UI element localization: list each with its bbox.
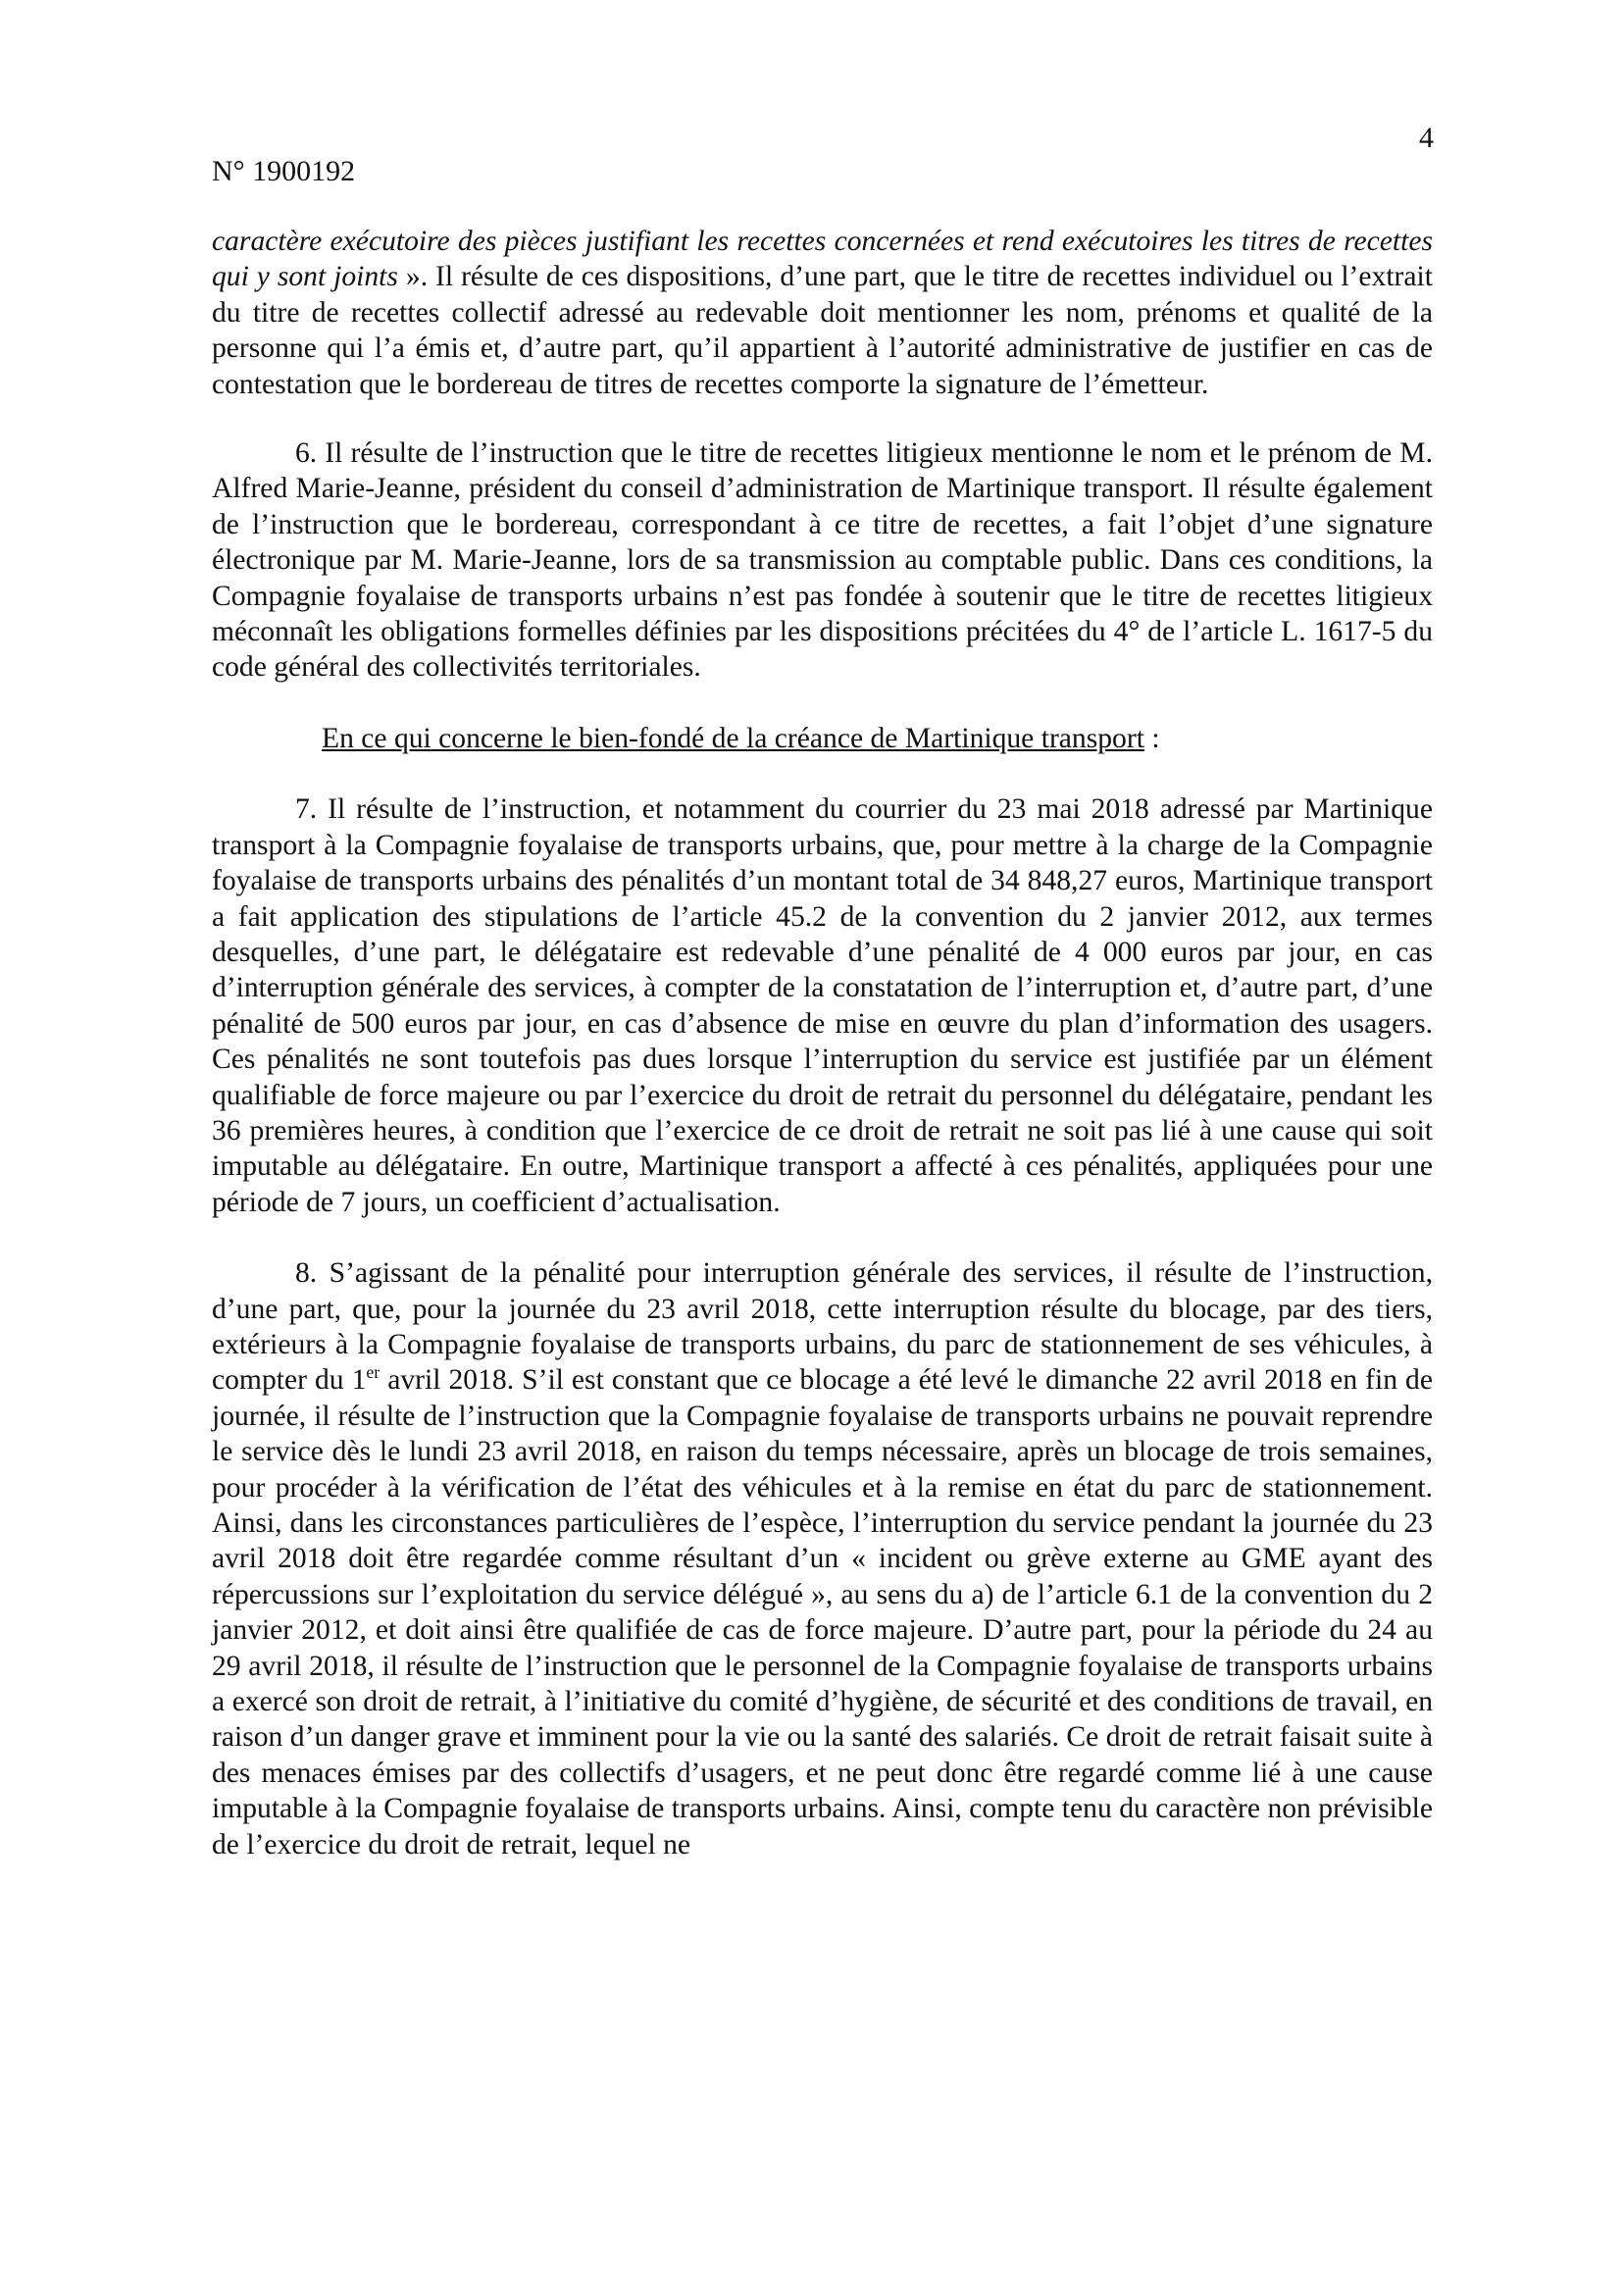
case-number: N° 1900192	[212, 155, 356, 187]
paragraph-8	[212, 1255, 1433, 1862]
section-heading-text: En ce qui concerne le bien-fondé de la créance de Martinique transport	[322, 722, 1144, 754]
paragraph-8-part1: 8. S’agissant de la pénalité pour interruption générale des services, il résulte de l’instruction, d’une part, que, pour la journée du 23 avril 2018, cette interruption résulte du blocage, par des tiers, extérieurs à la Compagnie foyalaise de transports urbains, du parc de stationnement de ses véhicules, à compter du 1	[212, 1257, 1433, 1397]
superscript-er: er	[366, 1362, 381, 1383]
paragraph-7: 7. Il résulte de l’instruction, et notamment du courrier du 23 mai 2018 adressé par Martinique transport à la Compagnie foyalaise de transports urbains, que, pour mettre à la charge de la Compagnie foyalaise de transports urbains des pénalités d’un montant total de 34 848,27 euros, Martinique transport a fait application des stipulations de l’article 45.2 de la convention du 2 janvier 2012, aux termes desquelles, d’une part, le délégataire est redevable d’une pénalité de 4 000 euros par jour, en cas d’interruption générale des services, à compter de la constatation de l’interruption et, d’autre part, d’une pénalité de 500 euros par jour, en cas d’absence de mise en œuvre du plan d’information des usagers. Ces pénalités ne sont toutefois pas dues lorsque l’interruption du service est justifiée par un élément qualifiable de force majeure ou par l’exercice du droit de retrait du personnel du délégataire, pendant les 36 premières heures, à condition que l’exercice de ce droit de retrait ne soit pas lié à une cause qui soit imputable au délégataire. En outre, Martinique transport a affecté à ces pénalités, appliquées pour une période de 7 jours, un coefficient d’actualisation.	[212, 793, 1433, 1218]
section-heading	[212, 721, 1433, 756]
italic-quote: caractère exécutoire des pièces justifiant les recettes concernées et rend exécutoires les titres de recettes qui y sont joints	[212, 226, 1433, 293]
paragraph-continuation-text: ». Il résulte de ces dispositions, d’une part, que le titre de recettes individuel ou l’extrait du titre de recettes collectif adressé au redevable doit mentionner les nom, prénoms et qualité de la personne qui l’a émis et, d’autre part, qu’il appartient à l’autorité administrative de justifier en cas de contestation que le bordereau de titres de recettes comporte la signature de l’émetteur.	[212, 261, 1433, 400]
paragraph-6: 6. Il résulte de l’instruction que le titre de recettes litigieux mentionne le nom et le prénom de M. Alfred Marie-Jeanne, président du conseil d’administration de Martinique transport. Il résulte également de l’instruction que le bordereau, correspondant à ce titre de recettes, a fait l’objet d’une signature électronique par M. Marie-Jeanne, lors de sa transmission au comptable public. Dans ces conditions, la Compagnie foyalaise de transports urbains n’est pas fondée à soutenir que le titre de recettes litigieux méconnaît les obligations formelles définies par les dispositions précitées du 4° de l’article L. 1617-5 du code général des collectivités territoriales.	[212, 437, 1433, 684]
section-heading-suffix: :	[1143, 722, 1160, 754]
paragraph-8-part2: avril 2018. S’il est constant que ce blocage a été levé le dimanche 22 avril 2018 en fin de journée, il résulte de l’instruction que la Compagnie foyalaise de transports urbains ne pouvait reprendre le service dès le lundi 23 avril 2018, en raison du temps nécessaire, après un blocage de trois semaines, pour procéder à la vérification de l’état des véhicules et à la remise en état du parc de stationnement. Ainsi, dans les circonstances particulières de l’espèce, l’interruption du service pendant la journée du 23 avril 2018 doit être regardée comme résultant d’un « incident ou grève externe au GME ayant des répercussions sur l’exploitation du service délégué », au sens du a) de l’article 6.1 de la convention du 2 janvier 2012, et doit ainsi être qualifiée de cas de force majeure. D’autre part, pour la période du 24 au 29 avril 2018, il résulte de l’instruction que le personnel de la Compagnie foyalaise de transports urbains a exercé son droit de retrait, à l’initiative du comité d’hygiène, de sécurité et des conditions de travail, en raison d’un danger grave et imminent pour la vie ou la santé des salariés. Ce droit de retrait faisait suite à des menaces émises par des collectifs d’usagers, et ne peut donc être regardé comme lié à une cause imputable à la Compagnie foyalaise de transports urbains. Ainsi, compte tenu du caractère non prévisible de l’exercice du droit de retrait, lequel ne	[212, 1364, 1433, 1861]
page-number: 4	[1419, 122, 1434, 154]
document-body	[212, 224, 1433, 1898]
paragraph-continuation	[212, 224, 1433, 402]
